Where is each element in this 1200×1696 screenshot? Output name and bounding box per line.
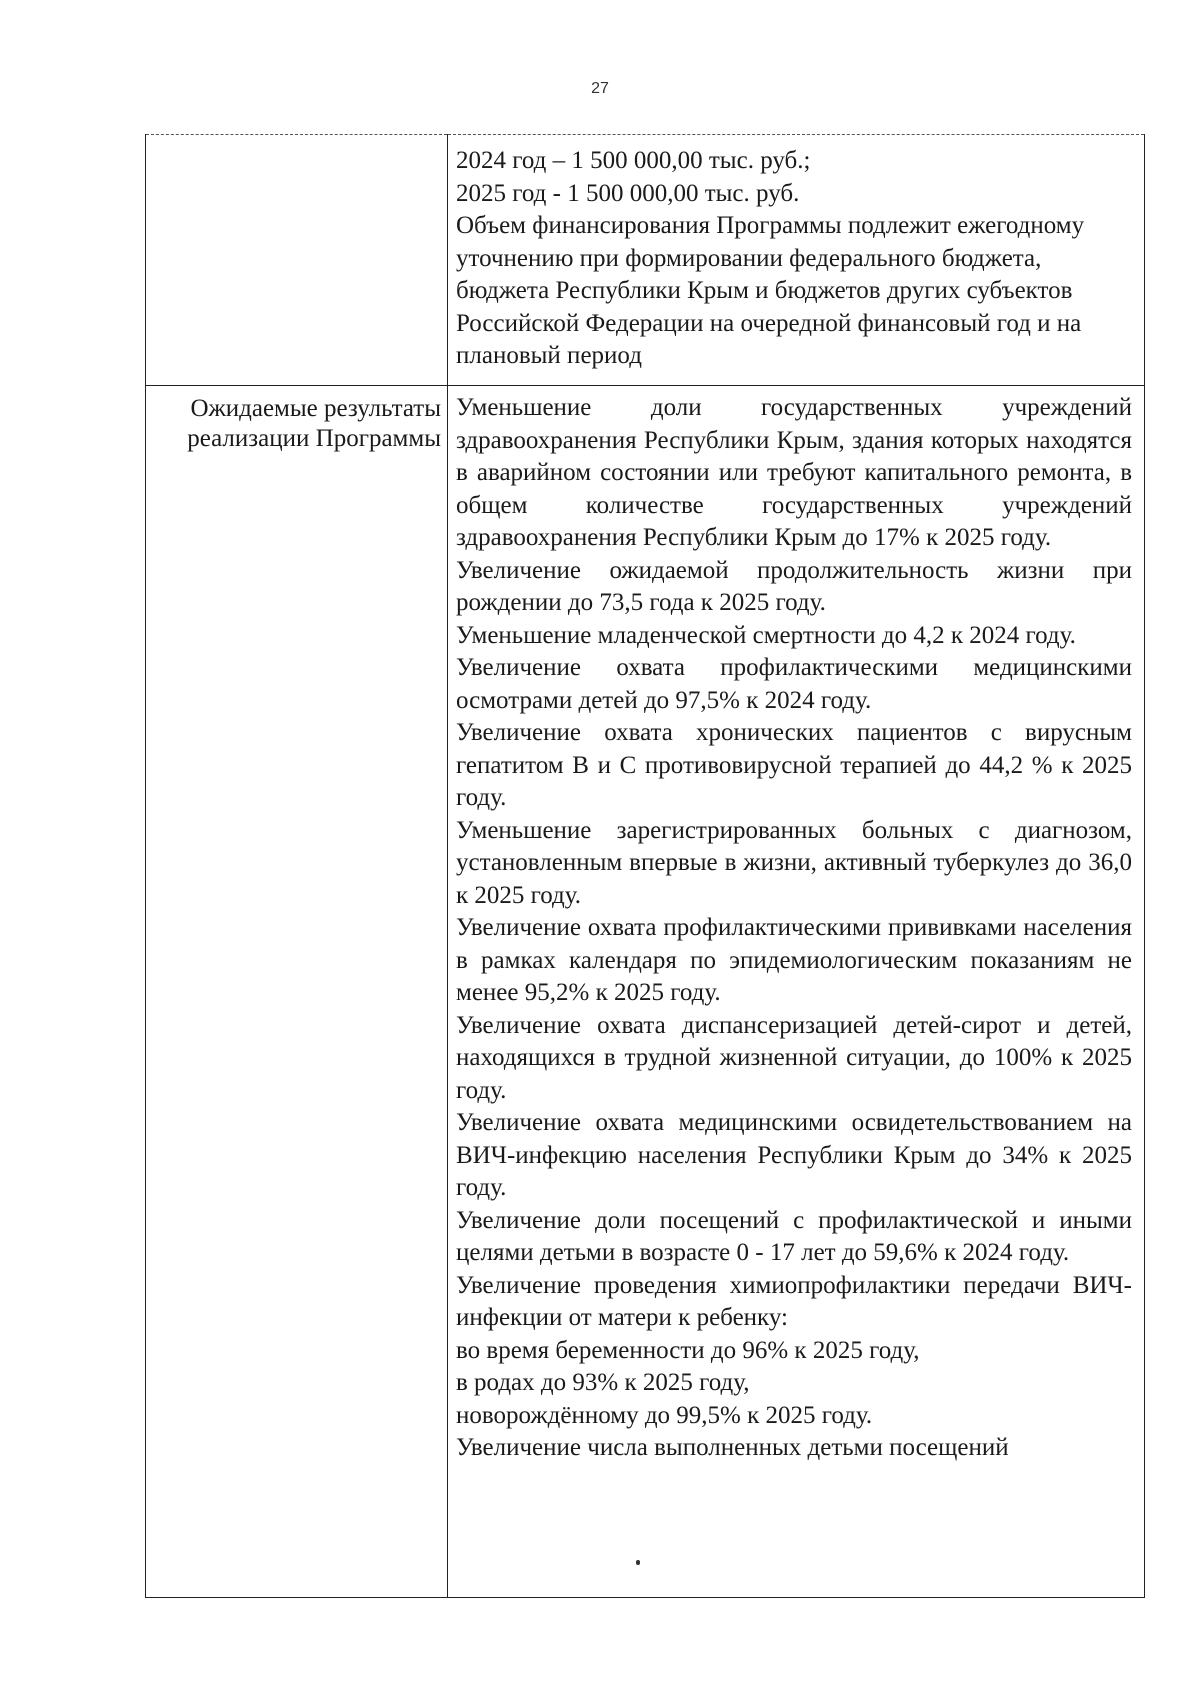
financing-note: Объем финансирования Программы подлежит ежегодному уточнению при формировании федерального бюджета, бюджета Республики Крым и бюджетов других субъектов Российской Федерации на очередной финансовый год и на плановый период: [456, 212, 1085, 369]
financing-content: [448, 135, 1144, 385]
results-label-cell: [146, 386, 448, 1598]
results-row: [146, 386, 1145, 1598]
result-subitem: во время беременности до 96% к 2025 году,: [456, 1336, 920, 1364]
result-item: Увеличение ожидаемой продолжительность жизни при рождении до 73,5 года к 2025 году.: [456, 556, 1132, 616]
program-passport-table: [145, 134, 1145, 1598]
scan-speck: [636, 1560, 640, 1565]
result-subitem: в родах до 93% к 2025 году,: [456, 1369, 750, 1396]
result-subitem: новорождённому до 99,5% к 2025 году.: [456, 1401, 873, 1429]
result-item: Уменьшение доли государственных учреждений здравоохранения Республики Крым, здания которых находятся в аварийном состоянии или требуют капитального ремонта, в общем количестве государственных учреждений здравоохранения Республики Крым до 17% к 2025 году.: [456, 394, 1132, 551]
results-content-cell: [448, 386, 1145, 1598]
financing-row: [146, 135, 1145, 386]
financing-line: 2024 год – 1 500 000,00 тыс. руб.;: [456, 147, 811, 174]
result-item: Уменьшение зарегистрированных больных с диагнозом, установленным впервые в жизни, активный туберкулез до 36,0 к 2025 году.: [456, 816, 1132, 909]
result-item: Увеличение проведения химиопрофилактики передачи ВИЧ-инфекции от матери к ребенку:: [456, 1271, 1132, 1331]
result-item: Увеличение доли посещений с профилактической и иными целями детьми в возрасте 0 - 17 лет до 59,6% к 2024 году.: [456, 1206, 1132, 1266]
result-item: Увеличение охвата медицинскими освидетельствованием на ВИЧ-инфекцию населения Республики Крым до 34% к 2025 году.: [456, 1109, 1132, 1201]
results-label: Ожидаемые результаты реализации Программы: [187, 395, 441, 452]
result-item: Увеличение охвата профилактическими прививками населения в рамках календаря по эпидемиологическим показаниям не менее 95,2% к 2025 году.: [456, 914, 1132, 1006]
results-content: [448, 386, 1144, 1597]
result-item: Увеличение охвата диспансеризацией детей-сирот и детей, находящихся в трудной жизненной ситуации, до 100% к 2025 году.: [456, 1011, 1132, 1104]
page-number: 27: [591, 80, 609, 97]
result-item: Увеличение охвата профилактическими медицинскими осмотрами детей до 97,5% к 2024 году.: [456, 654, 1132, 714]
financing-label: [146, 135, 447, 143]
financing-line: 2025 год - 1 500 000,00 тыс. руб.: [456, 179, 800, 207]
financing-label-cell: [146, 135, 448, 386]
result-item: Уменьшение младенческой смертности до 4,2 к 2024 году.: [456, 621, 1076, 649]
financing-content-cell: [448, 135, 1145, 386]
result-item: Увеличение охвата хронических пациентов с вирусным гепатитом В и С противовирусной терапией до 44,2 % к 2025 году.: [456, 719, 1132, 811]
result-item: Увеличение числа выполненных детьми посещений: [456, 1434, 1009, 1461]
